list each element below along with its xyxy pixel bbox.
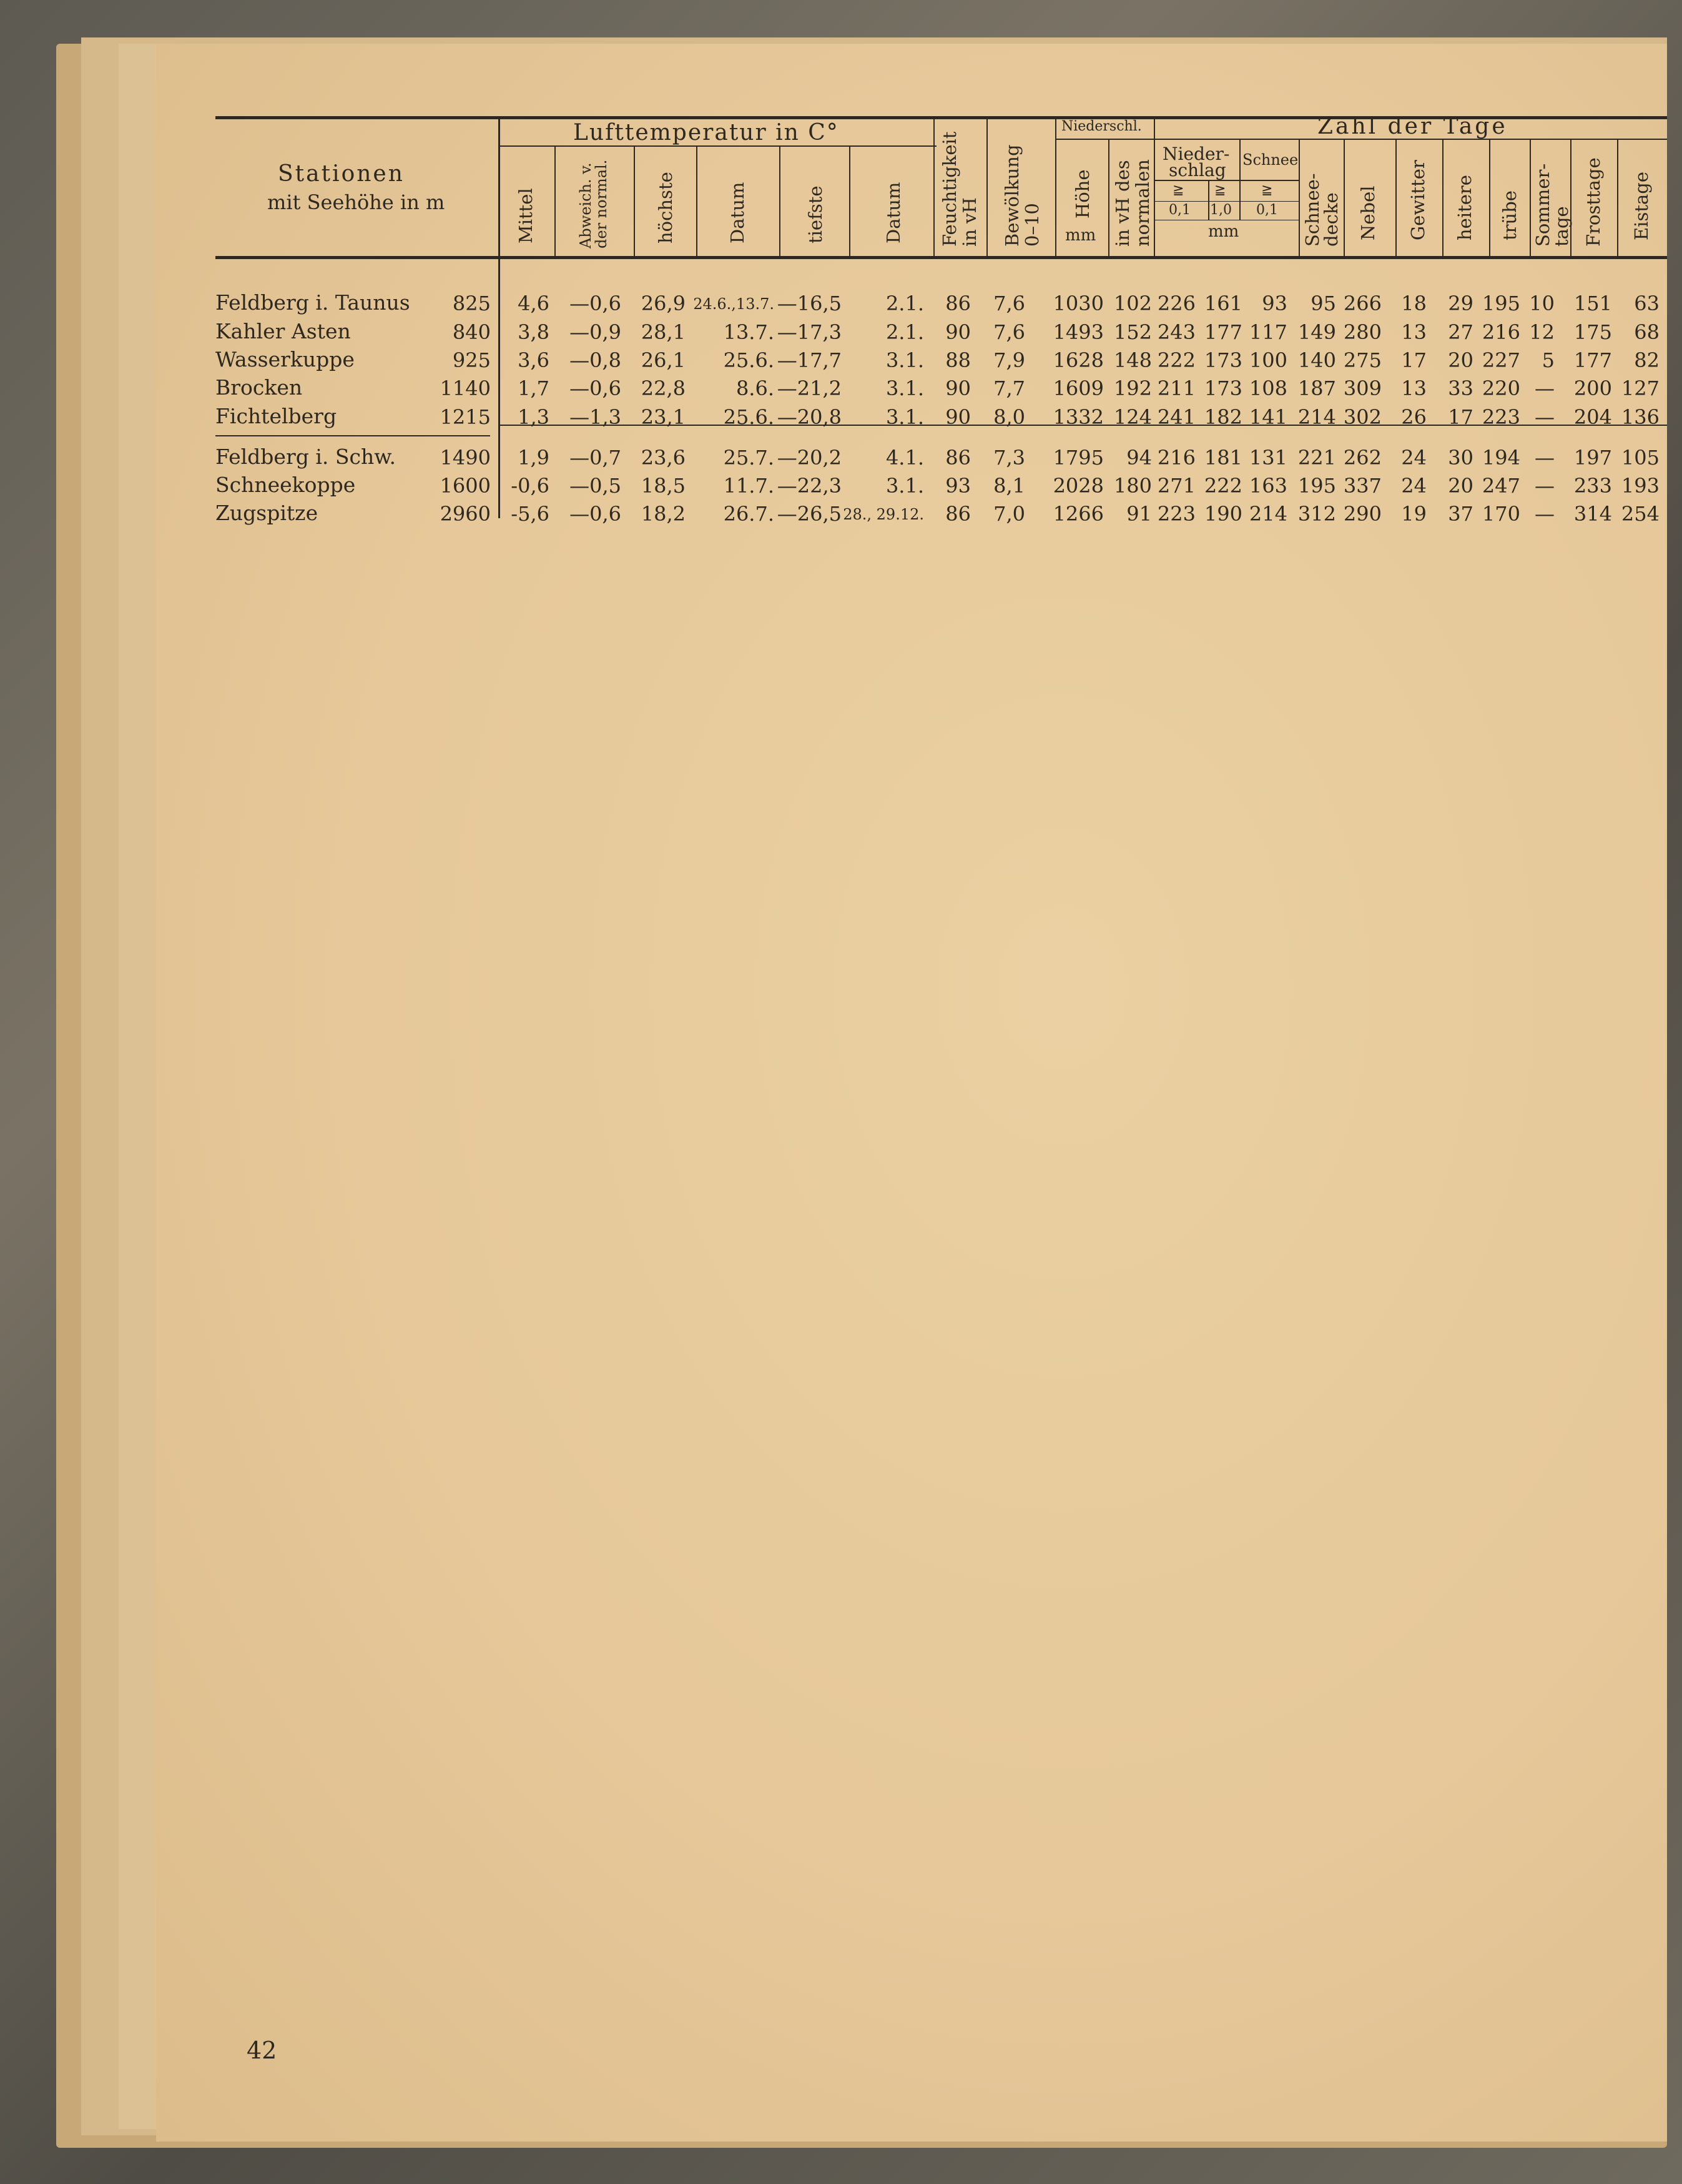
nieder-label-2: schlag [1169,160,1226,180]
table-cell: 1030 [1053,292,1104,315]
table-cell: 214 [1297,405,1336,429]
col-divider [1299,139,1300,257]
tage-group-title: Zahl der Tage [1317,114,1508,139]
table-cell: 127 [1621,376,1660,400]
col-divider [1395,139,1397,257]
table-cell: 275 [1343,348,1382,372]
table-cell: 3,8 [518,320,549,344]
table-cell: 25.6. [723,405,774,429]
table-cell: 1215 [440,405,491,429]
stations-subtitle: mit Seehöhe in m [267,190,445,214]
group-separator-left [215,435,490,436]
niederschl-group-title: Niederschl. [1061,119,1142,134]
table-cell: 3,6 [518,348,549,372]
table-cell: 33 [1448,376,1473,400]
ge-symbol: ≧ [1261,182,1273,198]
table-cell: 314 [1573,502,1612,526]
col-divider [1108,139,1109,257]
table-cell: 26,9 [641,292,686,315]
station-name: Schneekoppe [215,473,356,497]
mm-unit: mm [1208,222,1239,241]
table-cell: 214 [1249,502,1287,526]
table-cell: 3.1. [885,376,924,400]
table-cell: 25.7. [723,446,774,470]
table-cell: 117 [1249,320,1287,344]
table-cell: 170 [1482,502,1520,526]
table-cell: 7,3 [993,446,1025,470]
table-cell: 177 [1573,348,1612,372]
col-truebe: trübe [1499,190,1520,240]
table-cell: 262 [1343,446,1382,470]
table-cell: 24 [1401,446,1427,470]
table-cell: 1,3 [518,405,549,429]
table-cell: 177 [1204,320,1242,344]
table-cell: 233 [1573,474,1612,498]
table-cell: 182 [1204,405,1242,429]
table-cell: 1,7 [518,376,549,400]
table-cell: 1266 [1053,502,1104,526]
table-cell: 1609 [1053,376,1104,400]
station-name: Brocken [215,375,303,400]
table-cell: 17 [1401,348,1427,372]
table-cell: 37 [1448,502,1473,526]
col-divider [849,147,850,257]
table-cell: 241 [1157,405,1196,429]
table-cell: 192 [1113,376,1152,400]
table-cell: 27 [1448,320,1473,344]
ge-symbol: ≧ [1173,182,1184,198]
table-cell: 194 [1482,446,1520,470]
table-cell: —21,2 [777,376,842,400]
col-hoehe: Höhe [1072,169,1093,219]
station-name: Fichtelberg [215,404,337,428]
col-divider [1489,139,1490,257]
col-mittel: Mittel [515,188,536,243]
col-hoechste: höchste [655,172,676,243]
col-divider [1442,139,1443,257]
station-name: Feldberg i. Schw. [215,445,396,469]
table-cell: —26,5 [777,502,842,526]
table-cell: 93 [945,474,971,498]
table-cell: 247 [1482,474,1520,498]
col-divider [1617,139,1618,257]
table-cell: 68 [1634,320,1660,344]
table-cell: 220 [1482,376,1520,400]
table-cell: 26,1 [641,348,686,372]
table-cell: —17,7 [777,348,842,372]
table-cell: 216 [1482,320,1520,344]
table-cell: 12 [1529,320,1555,344]
table-cell: 223 [1482,405,1520,429]
table-cell: 26 [1401,405,1427,429]
table-cell: — [1535,474,1555,498]
col-vh-2: normalen [1132,159,1153,247]
table-cell: 151 [1573,292,1612,315]
table-cell: 28., 29.12. [843,506,924,523]
table-cell: 190 [1204,502,1242,526]
table-cell: 223 [1157,502,1196,526]
col-vh-1: in vH des [1112,160,1133,247]
table-cell: 825 [452,292,491,315]
col-divider [1154,119,1155,257]
table-cell: 86 [945,446,971,470]
col-divider [1344,139,1345,257]
table-cell: 24.6.,13.7. [693,295,774,313]
table-cell: 4,6 [518,292,549,315]
table-cell: 3.1. [885,348,924,372]
table-cell: 221 [1297,446,1336,470]
table-cell: — [1535,405,1555,429]
col-divider [779,147,780,257]
table-cell: 1493 [1053,320,1104,344]
ge-symbol: ≧ [1214,182,1226,198]
table-cell: 266 [1343,292,1382,315]
table-cell: 63 [1634,292,1660,315]
table-cell: 280 [1343,320,1382,344]
col-divider [554,147,556,257]
table-cell: 204 [1573,405,1612,429]
temp-group-rule [499,145,937,147]
col-feucht-2: in vH [959,197,980,247]
table-cell: 227 [1482,348,1520,372]
table-cell: 7,9 [993,348,1025,372]
table-cell: 13 [1401,320,1427,344]
table-cell: 1795 [1053,446,1104,470]
table-cell: 226 [1157,292,1196,315]
table-cell: 90 [945,405,971,429]
table-cell: 2028 [1053,474,1104,498]
table-cell: — [1535,376,1555,400]
table-cell: 136 [1621,405,1660,429]
table-cell: 10 [1529,292,1555,315]
table-cell: 26.7. [723,502,774,526]
threshold-01: 0,1 [1169,202,1191,218]
table-cell: 30 [1448,446,1473,470]
table-cell: 222 [1204,474,1242,498]
table-cell: 243 [1157,320,1196,344]
table-cell: 90 [945,376,971,400]
table-cell: 200 [1573,376,1612,400]
header-bottom-rule [215,256,1667,259]
table-cell: 149 [1297,320,1336,344]
table-cell: 7,7 [993,376,1025,400]
table-cell: 195 [1482,292,1520,315]
table-cell: 8,1 [993,474,1025,498]
table-cell: 312 [1297,502,1336,526]
table-cell: 163 [1249,474,1287,498]
table-cell: 105 [1621,446,1660,470]
table-cell: 222 [1157,348,1196,372]
table-cell: 2.1. [885,320,924,344]
table-cell: 25.6. [723,348,774,372]
table-cell: 18 [1401,292,1427,315]
nieder-sub-rule2 [1155,201,1299,202]
table-cell: 11.7. [723,474,774,498]
table-cell: 18,2 [641,502,686,526]
col-bew-2: 0–10 [1021,203,1043,247]
col-schneedecke-1: Schnee- [1302,173,1323,247]
table-cell: 2960 [440,502,491,526]
table-cell: 7,0 [993,502,1025,526]
col-divider [986,119,988,257]
col-datum-2: Datum [883,182,904,243]
col-frosttage: Frosttage [1583,157,1604,247]
table-cell: 124 [1113,405,1152,429]
col-tiefste: tiefste [805,185,826,243]
table-cell: 302 [1343,405,1382,429]
table-cell: —16,5 [777,292,842,315]
col-eistage: Eistage [1631,172,1652,240]
col-divider [1239,139,1241,220]
table-cell: 23,6 [641,446,686,470]
col-divider [933,119,935,257]
table-cell: 8,0 [993,405,1025,429]
table-cell: 8.6. [735,376,774,400]
table-cell: 148 [1113,348,1152,372]
table-cell: 181 [1204,446,1242,470]
table-cell: 3.1. [885,405,924,429]
table-cell: —20,2 [777,446,842,470]
col-abweich-1: Abweich. v. [577,162,594,248]
station-name: Zugspitze [215,501,318,525]
table-cell: 108 [1249,376,1287,400]
table-cell: —0,9 [569,320,621,344]
col-divider [1208,180,1209,220]
col-feucht-1: Feuchtigkeit [939,131,960,247]
table-cell: 4.1. [885,446,924,470]
table-cell: 91 [1126,502,1152,526]
table-cell: 86 [945,292,971,315]
table-cell: 216 [1157,446,1196,470]
table-cell: 173 [1204,348,1242,372]
table-cell: 2.1. [885,292,924,315]
table-cell: 1140 [440,376,491,400]
table-cell: —0,7 [569,446,621,470]
table-cell: 13 [1401,376,1427,400]
station-name: Kahler Asten [215,319,351,343]
table-cell: 1,9 [518,446,549,470]
table-cell: — [1535,502,1555,526]
table-cell: 1490 [440,446,491,470]
table-cell: 86 [945,502,971,526]
table-cell: 211 [1157,376,1196,400]
table-cell: 18,5 [641,474,686,498]
table-cell: —0,6 [569,376,621,400]
col-heitere: heitere [1454,175,1475,240]
threshold-10: 1,0 [1210,202,1232,218]
table-cell: 337 [1343,474,1382,498]
table-cell: 290 [1343,502,1382,526]
col-hoehe-unit: mm [1065,226,1096,245]
col-gewitter: Gewitter [1407,160,1429,240]
table-cell: 161 [1204,292,1242,315]
table-cell: —22,3 [777,474,842,498]
stations-title: Stationen [278,161,405,187]
station-name: Feldberg i. Taunus [215,290,410,315]
table-cell: 140 [1297,348,1336,372]
table-cell: —17,3 [777,320,842,344]
col-nebel: Nebel [1357,185,1379,240]
table-cell: -5,6 [511,502,549,526]
table-cell: —0,8 [569,348,621,372]
table-cell: —20,8 [777,405,842,429]
table-cell: 840 [452,320,491,344]
table-cell: 22,8 [641,376,686,400]
table-cell: 131 [1249,446,1287,470]
table-cell: 3.1. [885,474,924,498]
table-cell: 1600 [440,474,491,498]
table-cell: 5 [1542,348,1555,372]
table-cell: 102 [1113,292,1152,315]
table-cell: 23,1 [641,405,686,429]
col-datum-1: Datum [727,182,748,243]
col-abweich-2: der normal. [593,159,610,248]
table-cell: 13.7. [723,320,774,344]
table-cell: 1332 [1053,405,1104,429]
table-cell: 152 [1113,320,1152,344]
table-cell: 309 [1343,376,1382,400]
table-cell: —0,6 [569,292,621,315]
table-cell: 254 [1621,502,1660,526]
station-name: Wasserkuppe [215,347,355,371]
table-cell: —0,6 [569,502,621,526]
col-divider [1055,119,1056,257]
table-cell: 271 [1157,474,1196,498]
table-cell: 20 [1448,474,1473,498]
table-cell: 28,1 [641,320,686,344]
table-cell: 17 [1448,405,1473,429]
table-cell: 180 [1113,474,1152,498]
table-cell: 7,6 [993,320,1025,344]
table-cell: -0,6 [511,474,549,498]
table-cell: 95 [1311,292,1336,315]
table-cell: 195 [1297,474,1336,498]
col-divider [696,147,697,257]
table-cell: 175 [1573,320,1612,344]
col-sommer-2: tage [1551,206,1572,247]
table-cell: 88 [945,348,971,372]
table-cell: 90 [945,320,971,344]
table-cell: 82 [1634,348,1660,372]
col-divider [1530,139,1531,257]
table-cell: — [1535,446,1555,470]
table-cell: 141 [1249,405,1287,429]
col-sommer-1: Sommer- [1532,163,1553,247]
table-cell: 1628 [1053,348,1104,372]
threshold-s01: 0,1 [1256,202,1278,218]
col-divider [634,147,635,257]
table-cell: —1,3 [569,405,621,429]
table-cell: 94 [1126,446,1152,470]
col-schneedecke-2: decke [1321,192,1342,247]
table-cell: 20 [1448,348,1473,372]
table-cell: 100 [1249,348,1287,372]
table-cell: 93 [1262,292,1287,315]
table-cell: 197 [1573,446,1612,470]
schnee-label: Schnee [1242,151,1299,169]
table-cell: 29 [1448,292,1473,315]
table-cell: 187 [1297,376,1336,400]
table-cell: 173 [1204,376,1242,400]
table-cell: 7,6 [993,292,1025,315]
col-bew-1: Bewölkung [1001,144,1023,247]
page-number: 42 [247,2037,277,2064]
nieder-label-1: Nieder- [1163,144,1230,164]
table-cell: 193 [1621,474,1660,498]
temp-group-title: Lufttemperatur in C° [573,120,839,145]
table-cell: —0,5 [569,474,621,498]
table-cell: 19 [1401,502,1427,526]
table-cell: 925 [452,348,491,372]
table-cell: 24 [1401,474,1427,498]
